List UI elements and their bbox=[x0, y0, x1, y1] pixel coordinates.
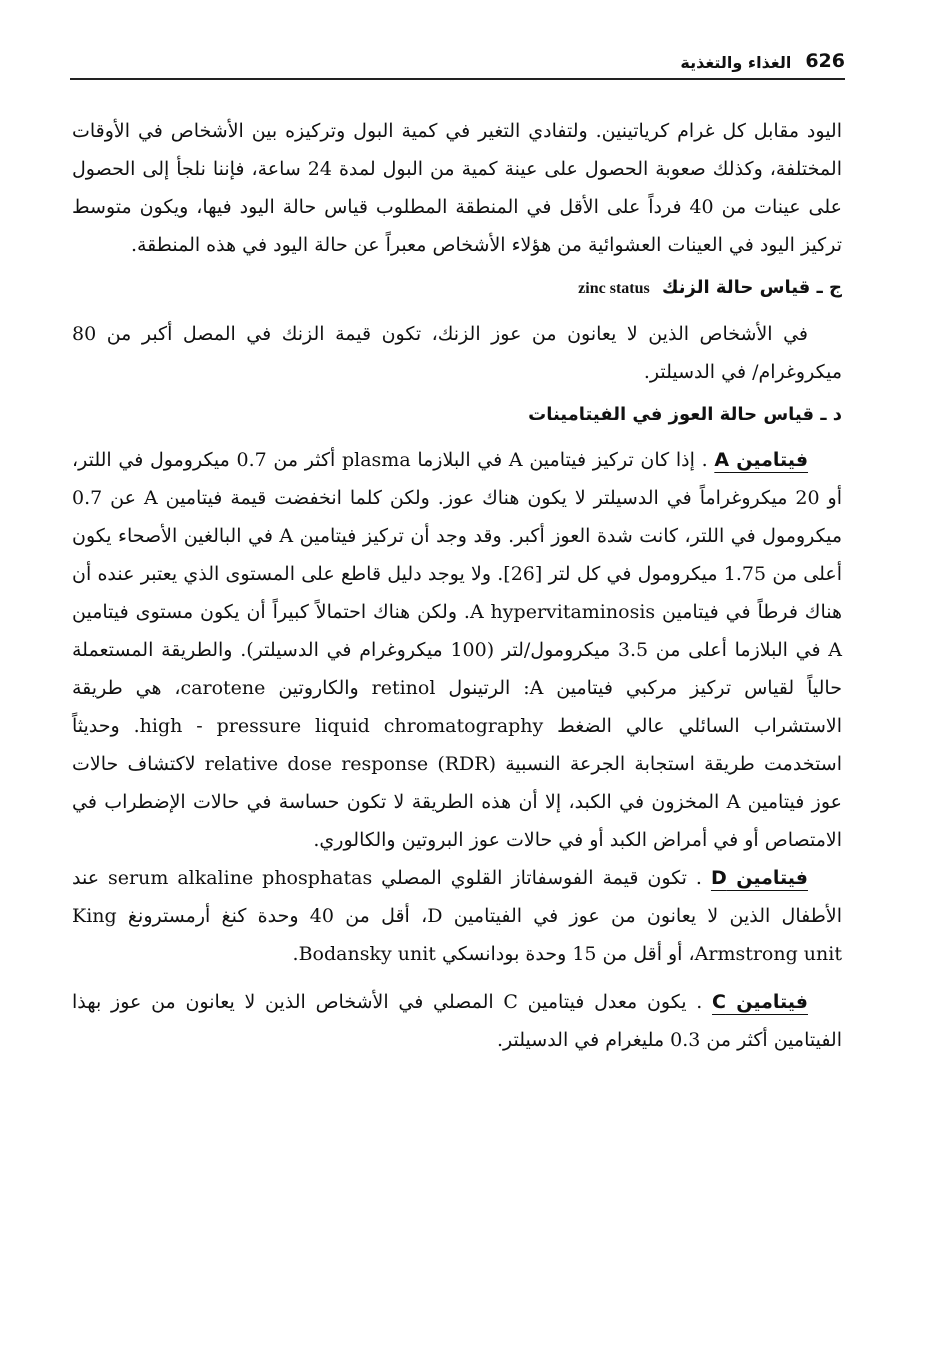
page-number: 626 bbox=[805, 50, 845, 72]
spacer bbox=[72, 973, 842, 983]
vitamin-d-label: فيتامين D bbox=[710, 867, 808, 889]
vitamin-a-text: . إذا كان تركيز فيتامين A في البلازما plasma أكثر من 0.7 ميكرومول في اللتر، أو 20 ميكروغراماً في الدسيلتر لا يكون هناك عوز. ولكن كلما انخفضت قيمة فيتامين A عن 0.7 ميكرومول في اللتر، كانت شدة العوز أكبر. وقد وجد أن تركيز فيتامين A في البالغين الأصحاء يكون أعلى من 1.75 ميكرومول في كل لتر [26]. ولا يوجد دليل قاطع على المستوى الذي يعتبر عنده أن هناك فرطاً في فيتامين A hypervitaminosis. ولكن هناك احتمالاً كبيراً أن يكون مستوى فيتامين A في البلازما أعلى من 3.5 ميكرومول/لتر (100 ميكروغرام في الدسيلتر). والطريقة المستعملة حالياً لقياس تركيز مركبي فيتامين A: الرتينول retinol والكاروتين carotene، هي طريقة الاستشراب السائلي عالي الضغط high - pressure liquid chromatography. وحديثاً استخدمت طريقة استجابة الجرعة النسبية relative dose response (RDR) لاكتشاف حالات عوز فيتامين A المخزون في الكبد، إلا أن هذه الطريقة لا تكون حساسة في حالات الإضطراب في الامتصاص أو في أمراض الكبد أو في حالات عوز البروتين والكالوري. bbox=[72, 449, 843, 851]
paragraph-zinc: في الأشخاص الذين لا يعانون من عوز الزنك، تكون قيمة الزنك في المصل أكبر من 80 ميكروغرام/ في الدسيلتر. bbox=[72, 323, 842, 383]
heading-zinc-status bbox=[72, 268, 842, 309]
page-body bbox=[72, 112, 842, 1059]
paragraph-vitamin-d bbox=[72, 859, 842, 973]
paragraph-iodine: اليود مقابل كل غرام كرياتينين. ولتفادي التغير في كمية البول وتركيزه بين الأشخاص في الأوقات المختلفة، وكذلك صعوبة الحصول على عينة كمية من البول لمدة 24 ساعة، فإننا نلجأ إلى الحصول على عينات من 40 فرداً على الأقل في المنطقة المطلوب قياس حالة اليود فيها، ويكون متوسط تركيز اليود في العينات العشوائية من هؤلاء الأشخاص معبراً عن حالة اليود في هذه المنطقة. bbox=[72, 120, 842, 256]
vitamin-c-text: . يكون معدل فيتامين C المصلي في الأشخاص الذين لا يعانون من عوز بهذا الفيتامين أكثر من 0.3 مليغرام في الدسيلتر. bbox=[72, 991, 842, 1051]
vitamin-a-label: فيتامين A bbox=[714, 449, 809, 471]
page-header bbox=[70, 50, 845, 80]
running-title: الغذاء والتغذية bbox=[680, 53, 792, 72]
vitamin-d-text: . تكون قيمة الفوسفاتاز القلوي المصلي serum alkaline phosphatas عند الأطفال الذين لا يعانون من عوز في الفيتامين D، أقل من 40 وحدة كنغ أرمسترونغ King Armstrong unit، أو أقل من 15 وحدة بودانسكي Bodansky unit. bbox=[72, 867, 842, 965]
heading-zinc-text: ج ـ قياس حالة الزنك bbox=[662, 277, 842, 298]
paragraph-vitamin-a bbox=[72, 441, 842, 859]
vitamin-c-label: فيتامين C bbox=[712, 991, 808, 1013]
heading-vitamin-deficiency: د ـ قياس حالة العوز في الفيتامينات bbox=[528, 404, 842, 425]
paragraph-vitamin-c bbox=[72, 983, 842, 1059]
heading-zinc-english: zinc status bbox=[578, 280, 650, 297]
